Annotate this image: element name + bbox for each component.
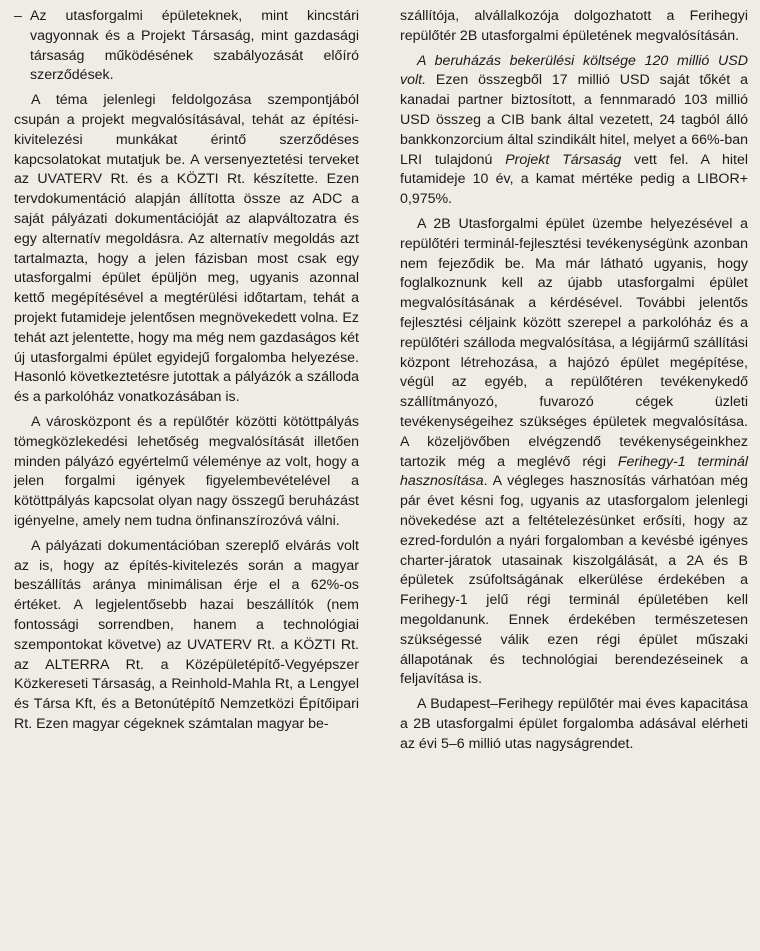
investment-cost-end: vett fel. A hitel futamideje 10 év, a kamat mértéke pedig a LIBOR+ 0,975%. [400, 151, 748, 208]
investment-cost-text: Ezen összegből 17 millió USD saját tőkét a kanadai partner biztosított, a fennmaradó 103 millió USD összeg a CIB bank által vezetett, 24 tagból álló bankkonzorcium által szindikált hitel, melyet a 66%-ban LRI tulajdonú [400, 72, 748, 168]
left-column [14, 7, 359, 740]
paragraph-contract-relations: A téma jelenlegi feldolgozása szempontjából csupán a projekt megvalósításával, tehát az építési-kivitelezési munkákat érintő szerződéses kapcsolatokat mutatjuk be. A versenyeztetési terveket az UVATERV Rt. és a KÖZTI Rt. készítette. Ezen tervdokumentáció alapján állította össze az ADC a saját pályázati dokumentációját az alapváltozatra és egy alternatív megoldásra. Az alternatív megoldás azt tartalmazta, hogy a jelen fázisban most csak egy utasforgalmi épület épüljön meg, ugyanis azonnal kettő megépítésével a megtérülési időtartam, tehát a projekt futamideje jelentősen megnövekedett volna. Ez tehát azt jelentette, hogy ma még nem gazdaságos két új utasforgalmi épület egyidejű forgalomba helyezése. Hasonló következtetésre jutottak a pályázók a szálloda és a parkolóház vonatkozásában is. [14, 92, 359, 406]
ferihegy1-italic: Ferihegy-1 terminál hasznosítása [400, 453, 749, 490]
right-column [400, 7, 748, 759]
paragraph-suppliers: A pályázati dokumentációban szereplő elvárás volt az is, hogy az építés-kivitelezés során a magyar beszállítás aránya minimálisan érje el a 62%-os értéket. A legjelentősebb hazai beszállítók (nem fontossági sorrendben, hanem a technológiai szempontokat követve) az UVATERV Rt. a KÖZTI Rt. az ALTERRA Rt. a Középületépítő-Vegyépszer Közkereseti Társaság, a Reinhold-Mahla Rt, a Lengyel és Társa Kft, és a Betonútépítő Nemzetközi Építőipari Rt. Ezen magyar cégeknek számtalan magyar be- [14, 537, 359, 732]
paragraph-rail-connection: A városközpont és a repülőtér közötti kötöttpályás tömegközlekedési lehetőség megvalósítását illetően minden pályázó egyértelmű véleménye az volt, hogy a jelen forgalmi igények figyelembevételével a kötöttpályás kapcsolat olyan nagy összegű beruházást igényelne, amely nem tudna önfinanszírozóvá válni. [14, 413, 359, 529]
paragraph-capacity: A Budapest–Ferihegy repülőtér mai éves kapacitása a 2B utasforgalmi épület forgalomba adásával elérheti az évi 5–6 millió utas nagyságrendet. [400, 696, 748, 752]
terminal-development-text: A 2B Utasforgalmi épület üzembe helyezésével a repülőtéri terminál-fejlesztési tevékenységünk azonban nem fejeződik be. Ma már látható ugyanis, hogy foglalkoznunk kell az újabb utasforgalmi épület megvalósításának a kérdésével. További jelentős fejlesztési céljaink között szerepel a parkolóház és a repülőtéri szálloda megvalósítása, a légijármű szállítási központ létrehozása, a hajózó épület megépítése, végül az egyéb, a repülőtéren tevékenykedő szállítmányozó, fuvarozó cégek üzleti tevékenységeihez szükséges épületek megvalósítása. A közeljövőben elvégzendő tevékenységeinkhez tartozik még a meglévő régi [400, 215, 748, 470]
paragraph-continuation: szállítója, alvállalkozója dolgozhatott a Ferihegyi repülőtér 2B utasforgalmi épületének megvalósításán. [400, 8, 748, 44]
investment-cost-italic: A beruházás bekerülési költsége 120 millió USD volt. [400, 52, 748, 89]
project-company-italic: Projekt Társaság [505, 151, 622, 168]
terminal-development-end: . A végleges hasznosítás várhatóan még pár évet késni fog, ugyanis az utasforgalom jelenlegi növekedése azt a feltételezésünket erősíti, hogy az ezred-fordulón a nyári forgalomban a kevésbé igényes charter-járatok utasainak kiszolgálását, a 2A és B épületek zsúfoltságának elkerülése érdekében a Ferihegy-1 jelű régi terminál épületében kell megoldanunk. Ennek érdekében természetesen szükségessé válik ezen régi épület műszaki állapotának és technológiai berendezéseinek a feljavítása is. [400, 473, 748, 688]
list-item-dash: – Az utasforgalmi épületeknek, mint kincstári vagyonnak és a Projekt Társaság, mint gazdasági társaság működésének szabályozását előíró szerződések. [14, 7, 359, 86]
paragraph-investment-cost [400, 52, 748, 210]
paragraph-terminal-development [400, 215, 748, 690]
